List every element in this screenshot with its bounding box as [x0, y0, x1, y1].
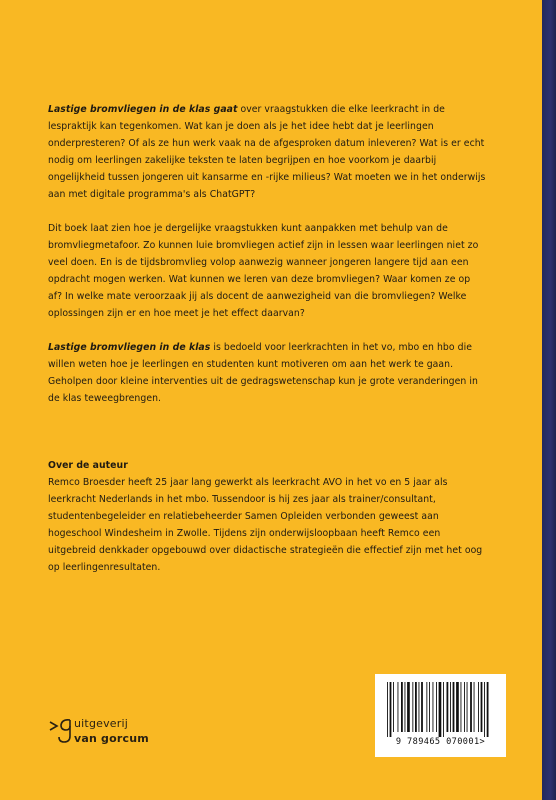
blurb-paragraph-2: Dit boek laat zien hoe je dergelijke vraagstukken kunt aanpakken met behulp van de bromvliegmetafoor. Zo kunnen luie bromvliegen actief zijn in lessen waar leerlingen niet zo veel doen. En is de tijdsbromvlieg volop aanwezig wanneer jongeren langere tijd aan een opdracht mogen werken. Wat kunnen we leren van deze bromvliegen? Waar komen ze op af? In welke mate veroorzaak jij als docent de aanwezigheid van die bromvliegen? Welke oplossingen zijn er en hoe meet je het effect daarvan? [48, 223, 479, 319]
barcode-bar [401, 682, 403, 732]
author-bio: Remco Broesder heeft 25 jaar lang gewerkt als leerkracht AVO in het vo en 5 jaar als leerkracht Nederlands in het mbo. Tussendoor is hij zes jaar als trainer/consultant, studentenbegeleider en relatiebeheerder Samen Opleiden verbonden geweest aan hogeschool Windesheim in Zwolle. Tijdens zijn onderwijsloopbaan heeft Remco een uitgebreid denkkader opgebouwd over didactische strategieën die effectief zijn met het oog op leerlingenresultaten. [48, 477, 483, 573]
barcode-bar [453, 682, 455, 732]
barcode-bar [426, 682, 427, 732]
barcode-bar [474, 682, 475, 732]
publisher-name-line-2: van gorcum [74, 732, 149, 745]
barcode-bar [412, 682, 413, 732]
blurb-paragraph-1-text: over vraagstukken die elke leerkracht in de lespraktijk kan tegenkomen. Wat kan je doen als je het idee hebt dat je leerlingen onderpresteren? Of als ze hun werk vaak na de afgesproken datum inleveren? Wat is er echt nodig om leerlingen zakelijke teksten te laten begrijpen en hoe voorkom je daarbij ongelijkheid tussen jongeren uit kansarme en -rijke milieus? Wat moeten we in het onderwijs aan met digitale programma's als ChatGPT? [48, 104, 486, 200]
spine-edge [542, 0, 556, 800]
isbn-digits: 9 789465 070001 [395, 737, 480, 747]
blurb-content [48, 101, 486, 576]
barcode-bar [461, 682, 462, 732]
barcode-bar [419, 682, 420, 732]
barcode-bar [421, 682, 423, 732]
barcode-bar [436, 682, 437, 732]
isbn-barcode [375, 674, 506, 757]
book-title-lead: Lastige bromvliegen in de klas gaat [48, 104, 238, 115]
author-heading: Over de auteur [48, 460, 128, 471]
barcode-bar [481, 682, 483, 732]
barcode-bar [450, 682, 451, 732]
barcode-bar [407, 682, 410, 732]
isbn-digits-row [375, 737, 506, 747]
publisher-logo [48, 716, 158, 756]
barcode-bar [439, 682, 442, 737]
barcode-bar [470, 682, 472, 732]
barcode-bar [478, 682, 479, 732]
barcode-bar [464, 682, 465, 732]
blurb-paragraph-3 [48, 339, 486, 407]
blurb-paragraph-3-text: is bedoeld voor leerkrachten in het vo, mbo en hbo die willen weten hoe je leerlingen en studenten kunt motiveren om aan het werk te gaan. Geholpen door kleine interventies uit de gedragswetenschap kun je grote veranderingen in de klas teweegbrengen. [48, 342, 478, 404]
book-title-lead-2: Lastige bromvliegen in de klas [48, 342, 211, 353]
barcode-bar [484, 682, 485, 737]
barcode-bar [433, 682, 434, 732]
barcode-bar [390, 682, 392, 737]
barcode-bar [387, 682, 388, 737]
barcode-bar [415, 682, 417, 732]
barcode-bar [398, 682, 399, 732]
barcode-bar [487, 682, 489, 737]
barcode-bar [447, 682, 449, 732]
barcode-bar [405, 682, 406, 732]
publisher-name-line-1: uitgeverij [74, 717, 129, 730]
barcode-bar [467, 682, 468, 732]
blurb-paragraph-1 [48, 101, 486, 203]
barcode-bars [385, 682, 496, 737]
barcode-bar [456, 682, 459, 732]
barcode-bar [443, 682, 444, 737]
barcode-bar [393, 682, 394, 732]
barcode-bar [429, 682, 430, 732]
barcode-arrow: > [479, 737, 486, 747]
